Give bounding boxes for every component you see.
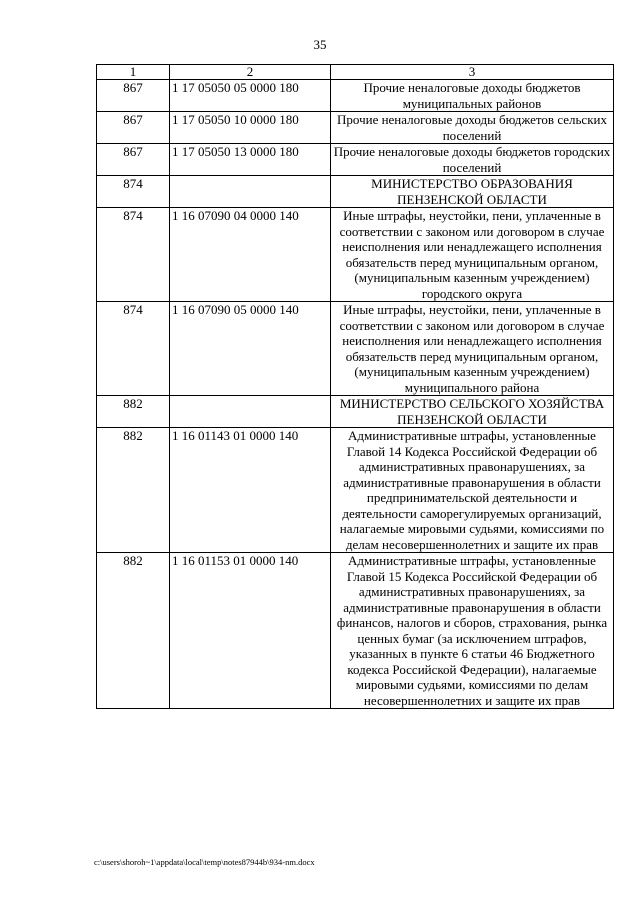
kbk-code-cell: 1 17 05050 05 0000 180	[170, 80, 331, 112]
page-number: 35	[313, 37, 327, 52]
revenue-name-cell: Прочие неналоговые доходы бюджетов муниципальных районов	[331, 80, 614, 112]
admin-code-cell: 882	[97, 396, 170, 428]
admin-code-cell: 874	[97, 208, 170, 302]
admin-code-cell: 867	[97, 112, 170, 144]
kbk-code-cell: 1 16 07090 04 0000 140	[170, 208, 331, 302]
column-header-1: 1	[97, 65, 170, 80]
revenue-name-cell: Административные штрафы, установленные Главой 15 Кодекса Российской Федерации об административных правонарушениях, за административные правонарушения в области финансов, налогов и сборов, страхования, рынка ценных бумаг (за исключением штрафов, указанных в пункте 6 статьи 46 Бюджетного кодекса Российской Федерации), налагаемые мировыми судьями, комиссиями по делам несовершеннолетних и защите их прав	[331, 553, 614, 709]
kbk-code-cell: 1 17 05050 13 0000 180	[170, 144, 331, 176]
table-row	[97, 428, 614, 553]
kbk-code-cell: 1 16 01143 01 0000 140	[170, 428, 331, 553]
admin-code-cell: 867	[97, 144, 170, 176]
column-header-2: 2	[170, 65, 331, 80]
table-row	[97, 208, 614, 302]
table-header-row	[97, 65, 614, 80]
table-body	[97, 80, 614, 709]
kbk-code-cell: 1 17 05050 10 0000 180	[170, 112, 331, 144]
revenue-name-cell: Прочие неналоговые доходы бюджетов сельских поселений	[331, 112, 614, 144]
table-row	[97, 396, 614, 428]
revenue-name-cell: Административные штрафы, установленные Главой 14 Кодекса Российской Федерации об административных правонарушениях, за административные правонарушения в области предпринимательской деятельности и деятельности саморегулируемых организаций, налагаемые мировыми судьями, комиссиями по делам несовершеннолетних и защите их прав	[331, 428, 614, 553]
kbk-code-cell	[170, 396, 331, 428]
revenue-name-cell: МИНИСТЕРСТВО ОБРАЗОВАНИЯ ПЕНЗЕНСКОЙ ОБЛАСТИ	[331, 176, 614, 208]
budget-revenue-table	[96, 64, 614, 709]
kbk-code-cell: 1 16 01153 01 0000 140	[170, 553, 331, 709]
file-path-footer: c:\users\shoroh~1\appdata\local\temp\notes87944b\934-nm.docx	[94, 857, 315, 867]
table-row	[97, 176, 614, 208]
table-row	[97, 302, 614, 396]
admin-code-cell: 867	[97, 80, 170, 112]
revenue-name-cell: Иные штрафы, неустойки, пени, уплаченные в соответствии с законом или договором в случае неисполнения или ненадлежащего исполнения обязательств перед муниципальным органом, (муниципальным казенным учреждением) муниципального района	[331, 302, 614, 396]
table-row	[97, 112, 614, 144]
admin-code-cell: 874	[97, 302, 170, 396]
table-row	[97, 144, 614, 176]
admin-code-cell: 874	[97, 176, 170, 208]
revenue-name-cell: Иные штрафы, неустойки, пени, уплаченные в соответствии с законом или договором в случае неисполнения или ненадлежащего исполнения обязательств перед муниципальным органом, (муниципальным казенным учреждением) городского округа	[331, 208, 614, 302]
revenue-name-cell: Прочие неналоговые доходы бюджетов городских поселений	[331, 144, 614, 176]
table-row	[97, 553, 614, 709]
admin-code-cell: 882	[97, 553, 170, 709]
table-row	[97, 80, 614, 112]
kbk-code-cell	[170, 176, 331, 208]
revenue-name-cell: МИНИСТЕРСТВО СЕЛЬСКОГО ХОЗЯЙСТВА ПЕНЗЕНСКОЙ ОБЛАСТИ	[331, 396, 614, 428]
kbk-code-cell: 1 16 07090 05 0000 140	[170, 302, 331, 396]
column-header-3: 3	[331, 65, 614, 80]
admin-code-cell: 882	[97, 428, 170, 553]
